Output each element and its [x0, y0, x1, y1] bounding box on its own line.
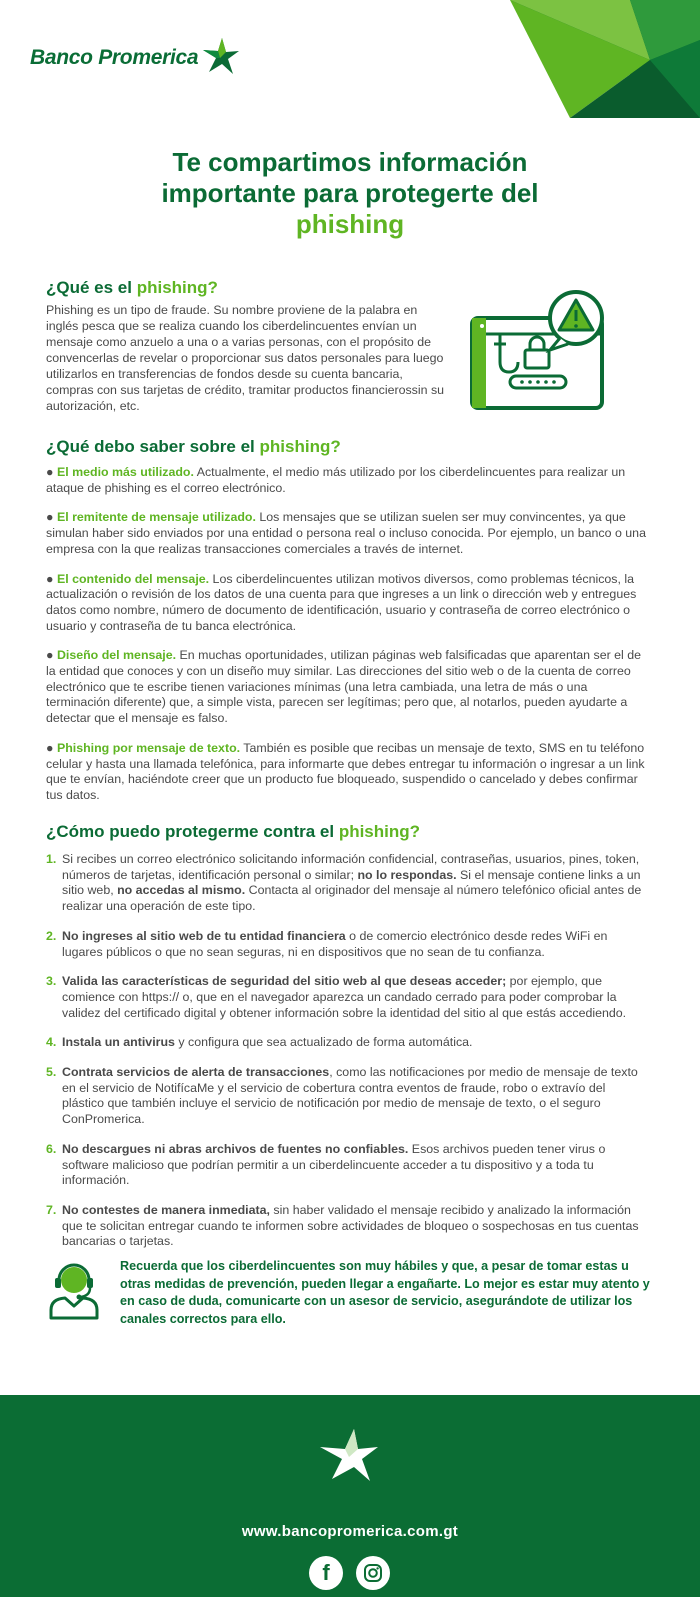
facebook-icon: f — [322, 1560, 330, 1585]
step-text — [62, 1065, 646, 1128]
item-key: Diseño del mensaje. — [56, 648, 177, 663]
section-what-to-know — [46, 437, 646, 818]
list-item — [46, 1065, 646, 1128]
list-item — [46, 852, 646, 915]
step-fragment: Esos archivos pueden tener virus o software malicioso que podrían permitir a un ciberdelincuente acceder a tu dispositivo y a toda tu información. — [62, 1141, 606, 1188]
instagram-button[interactable] — [356, 1556, 390, 1590]
heading-highlight: phishing? — [136, 278, 218, 297]
step-emphasis: No descargues ni abras archivos de fuentes no confiables. — [62, 1141, 409, 1156]
step-number: 4. — [46, 1035, 57, 1050]
item-text: Los mensajes que se utilizan suelen ser muy convincentes, ya que simulan haber sido enviados por una entidad o persona real o incluso conocida. Por ejemplo, un banco o una empresa con la que realizas transacciones comerciales a través de internet. — [46, 510, 646, 556]
item-key: El contenido del mensaje. — [56, 571, 210, 586]
logo-text: Banco Promerica — [30, 46, 199, 69]
step-fragment: y configura que sea actualizado de forma automática. — [174, 1035, 473, 1050]
website-link[interactable]: www.bancopromerica.com.gt — [241, 1523, 459, 1540]
heading-highlight: phishing? — [259, 437, 341, 456]
header — [0, 0, 700, 120]
list-item: ● Phishing por mensaje de texto. También es posible que recibas un mensaje de texto, SMS en tu teléfono celular y hasta una llamada telefónica, para informarte que debes entregar tu información o ingresar a un link que te envían, haciéndote creer que un producto fue bloqueado, suspendido o cancelado y debes confirmar tus datos. — [46, 740, 645, 802]
step-text — [62, 1203, 646, 1250]
item-text: También es posible que recibas un mensaje de texto, SMS en tu teléfono celular y hasta una llamada telefónica, para informarte que debes entregar tu información o ingresar a un link que te envían, haciéndote creer que un producto fue bloqueado, suspendido o cancelado y debes confirmar tus datos. — [46, 740, 645, 802]
reminder-text: Recuerda que los ciberdelincuentes son muy hábiles y que, a pesar de tomar estas u otras medidas de prevención, pueden llegar a engañarte. Lo mejor es estar muy atento y en caso de duda, comunicarte con un asesor de servicio, asegurándote de utilizar los canales correctos para ello. — [120, 1259, 650, 1326]
step-fragment: por ejemplo, que comience con https:// o, que en el navegador aparezca un candado cerrado para poder comprobar la validez del certificado digital y obtener información sobre la identidad del sitio al que estás accediendo. — [62, 974, 627, 1020]
item-text: En muchas oportunidades, utilizan páginas web falsificadas que aparentan ser el de la entidad que conoces y con un diseño muy similar. Las direcciones del sitio web o de la cuenta de correo electrónico que te escribe tienen variaciones mínimas (una letra cambiada, una letra de más o una terminación diferente) que, a simple vista, parecen ser legítimas; pero que, al notarlos, pueden ayudarte a detectar que el mensaje es falso. — [46, 648, 642, 726]
step-number: 5. — [46, 1065, 57, 1080]
step-emphasis: Contrata servicios de alerta de transacciones — [62, 1065, 330, 1080]
heading-text: ¿Cómo puedo protegerme contra el — [46, 822, 339, 841]
step-emphasis: No ingreses al sitio web de tu entidad financiera — [62, 928, 346, 943]
section-heading — [46, 278, 446, 298]
instagram-icon — [363, 1563, 383, 1583]
step-number: 3. — [46, 974, 57, 989]
title-line-2: importante para protegerte del — [161, 178, 539, 208]
step-text — [62, 974, 646, 1021]
list-item — [46, 929, 646, 960]
section-heading — [46, 437, 646, 457]
list-item — [46, 974, 646, 1021]
step-fragment: , como las notificaciones por medio de mensaje de texto en el servicio de NotifícaMe y el servicio de cobertura contra eventos de fraude, robo o extravío del plástico que también incluye el servicio de notificación por medio de mensaje de texto, o el seguro ConPromerica. — [62, 1065, 638, 1127]
item-key: Phishing por mensaje de texto. — [56, 740, 241, 755]
footer — [0, 1395, 700, 1597]
star-logo-icon — [200, 36, 240, 76]
step-text — [62, 1142, 646, 1189]
section-what-is-phishing — [46, 278, 446, 414]
heading-highlight: phishing? — [338, 822, 421, 841]
step-emphasis: No contestes de manera inmediata, — [62, 1202, 270, 1217]
step-fragment: Si recibes un correo electrónico solicitando información confidencial, contraseñas, usuarios, pines, token, números de tarjetas, identificación personal o similar; — [62, 852, 640, 882]
step-number: 6. — [46, 1141, 57, 1156]
list-item: ● Diseño del mensaje. En muchas oportunidades, utilizan páginas web falsificadas que aparentan ser el de la entidad que conoces y con un diseño muy similar. Las direcciones del sitio web o de la cuenta de correo electrónico que te escribe tienen variaciones mínimas (una letra cambiada, una letra de más o una terminación diferente) que, a simple vista, parecen ser legítimas; pero que, al notarlos, pueden ayudarte a detectar que el mensaje es falso. — [46, 648, 642, 726]
step-emphasis: no accedas al mismo. — [117, 883, 246, 898]
step-emphasis: Valida las características de seguridad del sitio web al que deseas acceder; — [62, 974, 507, 989]
reminder-box — [46, 1258, 656, 1328]
list-item: ● El remitente de mensaje utilizado. Los mensajes que se utilizan suelen ser muy convincentes, ya que simulan haber sido enviados por una entidad o persona real o incluso conocida. Por ejemplo, un banco o una empresa con la que realizas transacciones comerciales a través de internet. — [46, 510, 646, 556]
phishing-warning-icon — [470, 290, 616, 412]
heading-text: ¿Qué es el — [46, 278, 137, 297]
step-number: 2. — [46, 928, 57, 943]
step-number: 1. — [46, 852, 57, 866]
page-title — [100, 147, 600, 240]
step-text — [62, 852, 646, 915]
list-item — [46, 1142, 646, 1189]
list-item: ● El contenido del mensaje. Los ciberdelincuentes utilizan motivos diversos, como problemas técnicos, la actualización o revisión de los datos de una cuenta para que ingreses a un link o dirección web y entregues datos como nombre, número de documento de identificación, usuario y contraseña de correo electrónico o usuario y contraseña de tu banca electrónica. — [46, 571, 637, 633]
list-item: ● El medio más utilizado. Actualmente, el medio más utilizado por los ciberdelincuentes para realizar un ataque de phishing es el correo electrónico. — [46, 465, 626, 495]
facebook-button[interactable] — [309, 1556, 343, 1590]
bank-logo[interactable] — [30, 40, 240, 76]
step-fragment: Contacta al originador del mensaje al número telefónico oficial antes de realizar una operación de este tipo. — [62, 883, 642, 914]
item-key: El remitente de mensaje utilizado. — [56, 510, 256, 525]
step-text — [62, 1035, 646, 1051]
heading-text: ¿Qué debo saber sobre el — [46, 437, 260, 456]
step-emphasis: Instala un antivirus — [62, 1035, 175, 1050]
item-text: Actualmente, el medio más utilizado por los ciberdelincuentes para realizar un ataque de phishing es el correo electrónico. — [46, 465, 626, 495]
step-fragment: o de comercio electrónico desde redes WiFi en lugares públicos o que no sean seguras, ni en dispositivos que no sean de tu confianza. — [62, 928, 608, 959]
section-heading — [46, 822, 646, 842]
step-fragment: Si el mensaje contiene links a un sitio web, — [62, 867, 641, 898]
title-line-1: Te compartimos información — [172, 147, 528, 177]
step-number: 7. — [46, 1202, 57, 1217]
section-body: Phishing es un tipo de fraude. Su nombre proviene de la palabra en inglés pesca que se realiza cuando los ciberdelincuentes envían un mensaje como anzuelo a una o a varias personas, con el propósito de convencerlas de revelar o proporcionar sus datos personales para luego utilizarlos en transferencias de fondos desde su cuenta bancaria, compras con sus tarjetas de crédito, tramitar productos financierossin su autorización, etc. — [46, 303, 445, 413]
support-agent-icon — [46, 1258, 102, 1320]
item-key: El medio más utilizado. — [56, 465, 194, 479]
bullet-list — [46, 465, 646, 804]
title-highlight: phishing — [295, 209, 405, 239]
step-fragment: sin haber validado el mensaje recibido y analizado la información que te solicitan entregar cuando te informen sobre actividades de bloqueo o sospechosas en tus cuentas bancarias o tarjetas. — [62, 1202, 639, 1249]
star-logo-icon — [318, 1427, 380, 1483]
section-how-to-protect — [46, 822, 646, 1264]
item-text: Los ciberdelincuentes utilizan motivos diversos, como problemas técnicos, la actualización o revisión de los datos de una cuenta para que ingreses a un link o dirección web y entregues datos como nombre, número de documento de identificación, usuario y contraseña de correo electrónico o usuario y contraseña de tu banca electrónica. — [46, 571, 637, 633]
step-text — [62, 929, 646, 960]
numbered-list — [46, 852, 646, 1250]
corner-decoration — [510, 0, 700, 118]
list-item — [46, 1035, 646, 1051]
list-item — [46, 1203, 646, 1250]
step-emphasis: no lo respondas. — [357, 867, 457, 882]
